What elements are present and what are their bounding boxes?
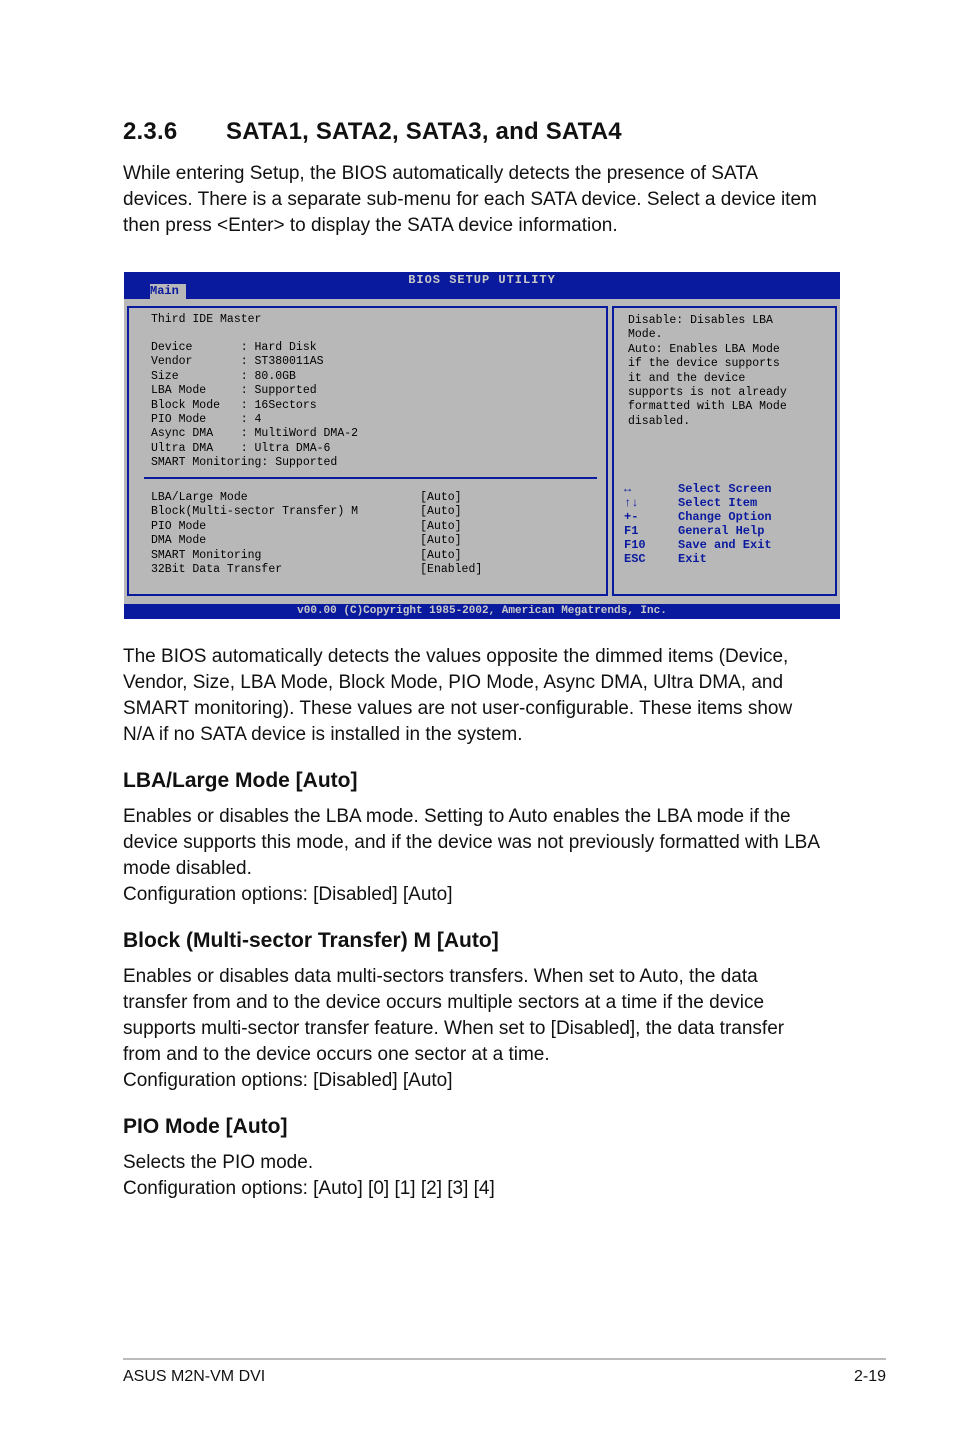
footer-divider	[123, 1358, 886, 1360]
lba-paragraph	[123, 804, 843, 908]
bios-screenshot	[124, 272, 840, 619]
detect-line: The BIOS automatically detects the values opposite the dimmed items (Device,	[123, 646, 789, 667]
key-general-help	[624, 524, 772, 538]
key-label: ↑↓	[624, 496, 639, 510]
bios-device-heading: Third IDE Master	[151, 313, 262, 326]
block-line: supports multi-sector transfer feature. When set to [Disabled], the data transfer	[123, 1018, 785, 1039]
key-label: ↔	[624, 482, 632, 496]
bios-title: BIOS SETUP UTILITY	[408, 273, 556, 287]
intro-line: While entering Setup, the BIOS automatically detects the presence of SATA	[123, 163, 759, 184]
lba-heading: LBA/Large Mode [Auto]	[123, 769, 358, 792]
lba-line: Enables or disables the LBA mode. Setting to Auto enables the LBA mode if the	[123, 806, 791, 827]
key-change-option	[624, 510, 772, 524]
intro-paragraph	[123, 161, 843, 239]
key-desc: Save and Exit	[678, 538, 772, 552]
key-desc: Select Item	[678, 496, 758, 510]
intro-line: then press <Enter> to display the SATA device information.	[123, 215, 618, 236]
pio-paragraph	[123, 1150, 843, 1202]
pio-config-options: Configuration options: [Auto] [0] [1] [2] [3] [4]	[123, 1178, 495, 1199]
lba-line: mode disabled.	[123, 858, 252, 879]
key-desc: Exit	[678, 552, 707, 566]
footer-product: ASUS M2N-VM DVI	[123, 1368, 266, 1385]
key-label: F1	[624, 524, 639, 538]
block-line: Enables or disables data multi-sectors transfers. When set to Auto, the data	[123, 966, 758, 987]
detect-paragraph	[123, 644, 843, 748]
bios-title-bar	[124, 272, 840, 299]
bios-device-info: Device : Hard Disk Vendor : ST380011AS Size : 80.0GB LBA Mode : Supported Block Mode : 16Sectors PIO Mode : 4 Async DMA : MultiWord DMA-2 Ultra DMA : Ultra DMA-6 SMART Monitoring: Supported	[151, 341, 359, 470]
bios-help-text: Disable: Disables LBA Mode. Auto: Enables LBA Mode if the device supports it and the device supports is not already formatted with LBA Mode disabled.	[628, 314, 787, 428]
key-exit	[624, 552, 772, 566]
section-title-text: SATA1, SATA2, SATA3, and SATA4	[226, 118, 622, 145]
detect-line: SMART monitoring). These values are not user-configurable. These items show	[123, 698, 793, 719]
lba-config-options: Configuration options: [Disabled] [Auto]	[123, 884, 453, 905]
key-label: ESC	[624, 552, 646, 566]
section-title	[123, 118, 622, 146]
bios-key-legend	[624, 482, 772, 566]
intro-line: devices. There is a separate sub-menu for each SATA device. Select a device item	[123, 189, 817, 210]
key-label: F10	[624, 538, 646, 552]
detect-line: N/A if no SATA device is installed in the system.	[123, 724, 523, 745]
key-select-item	[624, 496, 772, 510]
key-desc: Change Option	[678, 510, 772, 524]
lba-line: device supports this mode, and if the device was not previously formatted with LBA	[123, 832, 821, 853]
bios-copyright: v00.00 (C)Copyright 1985-2002, American Megatrends, Inc.	[297, 605, 667, 617]
detect-line: Vendor, Size, LBA Mode, Block Mode, PIO Mode, Async DMA, Ultra DMA, and	[123, 672, 784, 693]
block-config-options: Configuration options: [Disabled] [Auto]	[123, 1070, 453, 1091]
footer-page-number: 2-19	[853, 1368, 886, 1385]
key-select-screen	[624, 482, 772, 496]
section-number: 2.3.6	[123, 118, 178, 145]
pio-heading: PIO Mode [Auto]	[123, 1115, 288, 1138]
bios-separator	[144, 477, 597, 479]
key-label: +-	[624, 510, 639, 524]
pio-line: Selects the PIO mode.	[123, 1152, 314, 1173]
block-line: transfer from and to the device occurs multiple sectors at a time if the device	[123, 992, 765, 1013]
key-desc: General Help	[678, 524, 765, 538]
bios-options-list: LBA/Large Mode [Auto] Block(Multi-sector Transfer) M [Auto] PIO Mode [Auto] DMA Mode [Auto] SMART Monitoring [Auto] 32Bit Data Transfer [Enabled]	[151, 491, 483, 577]
key-desc: Select Screen	[678, 482, 772, 496]
block-line: from and to the device occurs one sector at a time.	[123, 1044, 550, 1065]
block-heading: Block (Multi-sector Transfer) M [Auto]	[123, 929, 499, 952]
block-paragraph	[123, 964, 843, 1094]
bios-tab-main: Main	[150, 284, 186, 299]
bios-status-bar	[124, 604, 840, 619]
key-save-exit	[624, 538, 772, 552]
